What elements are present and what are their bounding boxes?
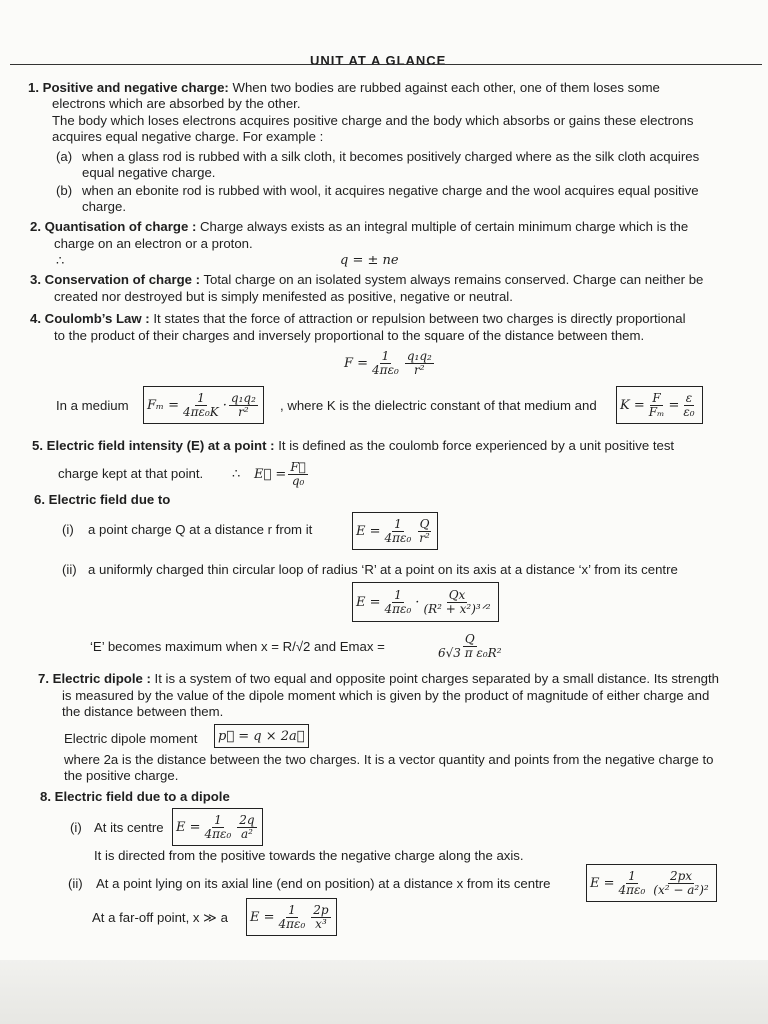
section-4-title: Coulomb’s Law : [44,311,150,326]
point-charge-field-box [352,512,438,550]
section-6-number: 6. [34,492,45,507]
axial-frac-1 [617,870,648,897]
axial-frac-2 [651,870,710,897]
den: (x² − a²)² [653,882,709,897]
section-7-line-4: where 2a is the distance between the two charges. It is a vector quantity and points from the negative charge to [64,752,714,767]
section-6-i-text: a point charge Q at a distance r from it [88,522,313,537]
section-7-line-3: the distance between them. [62,704,224,719]
section-2-number: 2. [30,219,41,234]
dielectric-constant-box [616,386,703,424]
section-2-line-2: charge on an electron or a proton. [54,236,253,251]
den: a² [240,826,253,841]
section-8-ii-text: At a point lying on its axial line (end on position) at a distance x from its centre [96,876,551,891]
num: 1 [381,348,390,363]
section-1-line-2: electrons which are absorbed by the other. [52,96,301,111]
num: q₁q₂ [230,390,256,405]
section-4-text: It states that the force of attraction or repulsion between two charges is directly proportional [153,311,686,326]
k-equals: = [668,397,680,413]
pc-lhs: E = [356,523,381,539]
section-5-title: Electric field intensity (E) at a point : [46,438,275,453]
den: (R² + x²)³ᐟ² [423,601,491,616]
num: Q [464,631,475,646]
coulomb-lhs: F = [344,355,369,371]
den: 6√3 π ε₀R² [438,645,502,660]
section-2-text: Charge always exists as an integral multiple of certain minimum charge which is the [200,219,689,234]
far-frac-1 [277,904,308,931]
den: r² [419,530,430,545]
section-1-a-line-2: equal negative charge. [82,165,216,180]
axial-lhs: E = [590,875,615,891]
section-4-line-2: to the product of their charges and inversely proportional to the square of the distance between them. [54,328,645,343]
k-frac-1 [647,392,667,419]
emax-condition: ‘E’ becomes maximum when x = R/√2 and Emax = [90,639,385,654]
dipole-moment-label: Electric dipole moment [64,731,198,746]
section-7-text: It is a system of two equal and opposite point charges separated by a small distance. Its strength [154,671,719,686]
ring-frac-1 [383,589,414,616]
section-2-title: Quantisation of charge : [44,219,197,234]
quantisation-equation: q = ± ne [340,253,399,268]
section-1-line-4: acquires equal negative charge. For example : [52,129,324,144]
den: Fₘ [648,404,665,419]
section-6-line-1 [34,492,170,508]
field-frac [288,461,308,488]
ring-field-box [352,582,499,622]
dipole-centre-field-box [172,808,263,846]
medium-mid: , where K is the dielectric constant of that medium and [280,398,597,413]
section-8-number: 8. [40,789,51,804]
fm-frac-1 [181,392,221,419]
section-8-i-note: It is directed from the positive towards the negative charge along the axis. [94,848,524,863]
pc-frac-1 [383,518,414,545]
section-1-title: Positive and negative charge: [42,80,229,95]
num: 1 [288,902,296,917]
num: F⃗ [290,459,306,474]
ring-dot: · [415,594,420,610]
num: q₁q₂ [406,348,432,363]
pc-frac-2 [417,518,432,545]
section-5-line-1 [32,438,674,454]
section-7-line-1 [38,671,719,687]
section-1-a-line-1: when a glass rod is rubbed with a silk cloth, it becomes positively charged where as the silk cloth acquires [82,149,700,164]
den: r² [238,404,249,419]
section-4-number: 4. [30,311,41,326]
dc-lhs: E = [176,819,201,835]
section-8-i-text: At its centre [94,820,164,835]
coulomb-frac-2 [405,350,434,377]
k-lhs: K = [620,397,645,413]
section-6-ii-text: a uniformly charged thin circular loop of radius ‘R’ at a point on its axis at a distance ‘x’ from its centre [88,562,678,577]
coulomb-frac-1 [370,350,401,377]
num: 1 [394,516,402,531]
section-8-ii-label: (ii) [68,876,83,891]
far-lhs: E = [250,909,275,925]
num: Q [419,516,430,531]
medium-force-box [143,386,264,424]
section-3-text: Total charge on an isolated system always remains conserved. Charge can neither be [203,272,704,287]
page-header: UNIT AT A GLANCE [310,53,447,68]
den: 4πε₀K [183,404,219,419]
header-rule [10,64,762,65]
num: F [652,390,661,405]
ring-frac-2 [421,589,492,616]
section-2-therefore: ∴ [56,253,65,268]
page-bottom-shadow [0,960,768,1024]
den: r² [414,362,425,377]
far-field-box [246,898,337,936]
medium-pre: In a medium [56,398,129,413]
section-1-line-1 [28,80,660,96]
far-frac-2 [311,904,330,931]
num: ε [685,390,693,405]
dc-frac-2 [237,814,256,841]
section-5-line-2: charge kept at that point. [58,466,204,481]
num: 1 [197,390,205,405]
section-6-i-label: (i) [62,522,74,537]
dc-frac-1 [203,814,234,841]
section-5-text: It is defined as the coulomb force experienced by a unit positive test [278,438,675,453]
ring-lhs: E = [356,594,381,610]
section-3-number: 3. [30,272,41,287]
coulomb-law-equation [344,346,436,380]
section-4-line-1 [30,311,686,327]
field-lhs: E⃗ = [254,466,287,482]
num: 1 [214,812,222,827]
axial-field-box [586,864,717,902]
section-1-b-line-2: charge. [82,199,126,214]
section-1-b-label: (b) [56,183,73,198]
section-1-a-label: (a) [56,149,73,164]
section-7-line-2: is measured by the value of the dipole moment which is given by the product of magnitude of either charge and [62,688,710,703]
fm-lhs: Fₘ = [147,397,180,413]
section-5-number: 5. [32,438,43,453]
section-6-title: Electric field due to [48,492,171,507]
num: 2p [313,902,329,917]
den: 4πε₀ [384,601,412,616]
section-8-i-label: (i) [70,820,82,835]
den: q₀ [291,473,305,488]
fm-frac-2 [229,392,258,419]
field-intensity-equation [254,455,310,493]
den: 4πε₀ [618,882,646,897]
section-1-text: When two bodies are rubbed against each other, one of them loses some [232,80,660,95]
den: 4πε₀ [278,916,306,931]
section-6-ii-label: (ii) [62,562,77,577]
den: 4πε₀ [204,826,232,841]
num: 2px [669,868,693,883]
den: x³ [315,916,327,931]
section-1-b-line-1: when an ebonite rod is rubbed with wool, it acquires negative charge and the wool acquires equal positive [82,183,699,198]
emax-frac [436,633,504,660]
num: 1 [394,587,402,602]
section-3-line-2: created nor destroyed but is simply menifested as positive, negative or neutral. [54,289,513,304]
den: 4πε₀ [384,530,412,545]
emax-equation [434,626,506,666]
section-2-line-1 [30,219,688,235]
section-7-number: 7. [38,671,49,686]
section-1-number: 1. [28,80,39,95]
section-8-line-1 [40,789,230,805]
section-8-title: Electric field due to a dipole [54,789,230,804]
section-7-title: Electric dipole : [52,671,151,686]
den: ε₀ [683,404,695,419]
far-off-point-text: At a far-off point, x ≫ a [92,910,228,925]
num: 1 [628,868,636,883]
section-1-line-3: The body which loses electrons acquires positive charge and the body which absorbs or gains these electrons [52,113,694,128]
dipole-moment-box: p⃗ = q × 2a⃗ [214,724,309,748]
section-3-title: Conservation of charge : [44,272,201,287]
section-7-line-5: the positive charge. [64,768,179,783]
den: 4πε₀ [372,362,399,377]
k-frac-2 [681,392,696,419]
section-3-line-1 [30,272,703,288]
num: Qx [448,587,466,602]
section-5-therefore: ∴ [232,466,241,481]
fm-dot: · [222,397,227,413]
num: 2q [239,812,255,827]
